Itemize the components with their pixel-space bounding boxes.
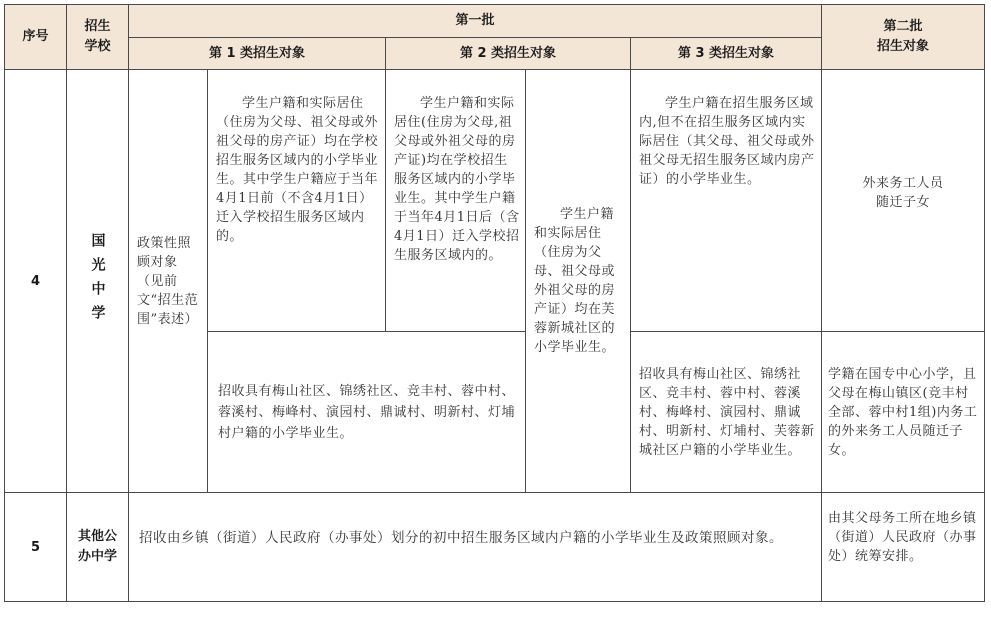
- row4-cat3-bottom-text: 招收具有梅山社区、锦绣社区、竞丰村、蓉中村、蓉溪村、梅峰村、演园村、鼎诚村、明新村、灯埔村、芙蓉新城社区户籍的小学毕业生。: [639, 366, 815, 458]
- row4-cat3-top: [630, 69, 822, 332]
- header-school-line1: 招生: [84, 19, 111, 34]
- header-batch2-line2: 招生对象: [876, 39, 929, 54]
- header-batch1-label: 第一批: [455, 13, 495, 28]
- row4-policy: [128, 69, 208, 493]
- row4-school: [66, 69, 129, 493]
- header-cat1: [128, 37, 386, 70]
- row4-batch2-top: [821, 69, 985, 332]
- header-batch2: [821, 4, 985, 70]
- row4-cat1-bottom: [207, 331, 526, 493]
- row4-policy-text: 政策性照顾对象（见前文“招生范围”表述）: [137, 235, 199, 327]
- row4-cat1-bottom-text: 招收具有梅山社区、锦绣社区、竞丰村、蓉中村、蓉溪村、梅峰村、演园村、鼎诚村、明新村、灯埔村户籍的小学毕业生。: [218, 383, 516, 441]
- row4-cat2-left: [385, 69, 526, 332]
- header-batch2-line1: 第二批: [883, 19, 923, 34]
- row4-cat3-top-text: 学生户籍在招生服务区域内,但不在招生服务区域内实际居住（其父母、祖父母或外祖父母无招生服务区域内房产证）的小学毕业生。: [639, 96, 815, 187]
- row4-cat3-bottom: [630, 331, 822, 493]
- row5-school-line1: 其他公: [77, 529, 117, 544]
- header-school: [66, 4, 129, 70]
- row4-seq: [4, 69, 67, 493]
- header-cat2: [385, 37, 631, 70]
- row4-cat1-top: [207, 69, 386, 332]
- row5-batch1: [128, 492, 822, 602]
- header-batch1: [128, 4, 822, 38]
- row5-seq-value: 5: [30, 539, 41, 555]
- row5-batch2: [821, 492, 985, 602]
- header-school-line2: 学校: [84, 39, 111, 54]
- header-cat3: [630, 37, 822, 70]
- header-cat2-label: 第 2 类招生对象: [459, 45, 557, 61]
- header-cat3-label: 第 3 类招生对象: [677, 45, 775, 61]
- row4-cat2-left-text: 学生户籍和实际居住(住房为父母,祖父母或外祖父母的房产证)均在学校招生服务区域内的小学毕业生。其中学生户籍于当年4月1日后（含4月1日）迁入学校招生服务区域内的。: [394, 96, 520, 263]
- row5-batch1-text: 招收由乡镇（街道）人民政府（办事处）划分的初中招生服务区域内户籍的小学毕业生及政策照顾对象。: [139, 530, 783, 546]
- row4-batch2-top-text: 外来务工人员 随迁子女: [862, 176, 944, 210]
- row4-seq-value: 4: [30, 273, 41, 289]
- header-seq: [4, 4, 67, 70]
- header-cat1-label: 第 1 类招生对象: [208, 45, 306, 61]
- row4-cat1-top-text: 学生户籍和实际居住（住房为父母、祖父母或外祖父母的房产证）均在学校招生服务区域内的小学毕业生。其中学生户籍应于当年4月1日前（不含4月1日）迁入学校招生服务区域内的。: [216, 96, 379, 244]
- row4-cat2-right-text: 学生户籍和实际居住（住房为父母、祖父母或外祖父母的房产证）均在芙蓉新城社区的小学毕业生。: [534, 207, 616, 355]
- row5-seq: [4, 492, 67, 602]
- row4-cat2-right: [525, 69, 631, 493]
- enrollment-table: [4, 4, 985, 602]
- row5-school-line2: 办中学: [77, 549, 117, 564]
- row5-school: [66, 492, 129, 602]
- row4-batch2-bottom: [821, 331, 985, 493]
- row4-batch2-bottom-text: 学籍在国专中心小学，且父母在梅山镇区(竞丰村全部、蓉中村1组)内务工的外来务工人员随迁子女。: [828, 366, 978, 458]
- header-seq-label: 序号: [22, 29, 49, 44]
- row4-school-name: 国光中学: [89, 233, 106, 329]
- row5-batch2-text: 由其父母务工所在地乡镇（街道）人民政府（办事处）统筹安排。: [828, 511, 977, 564]
